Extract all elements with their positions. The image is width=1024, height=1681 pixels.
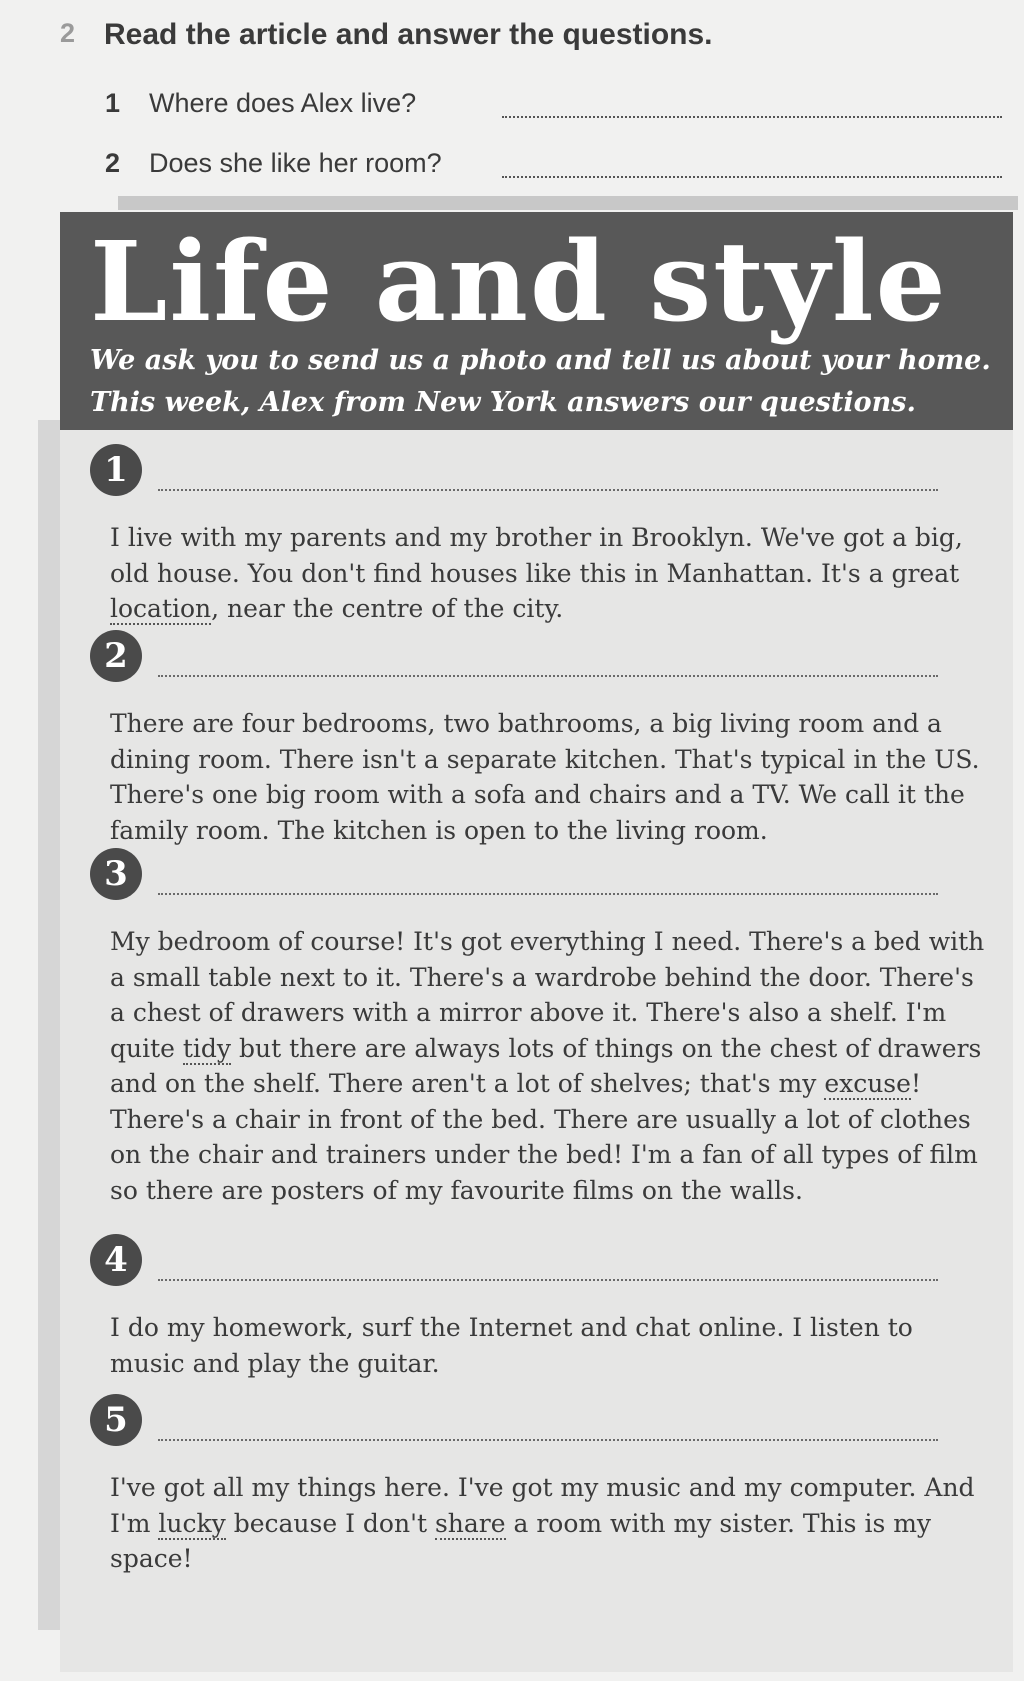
page-edge-shadow	[38, 420, 62, 1630]
exercise-instruction: Read the article and answer the questions.	[104, 18, 713, 51]
article-headline: Life and style	[90, 217, 948, 346]
article	[60, 212, 1013, 1672]
page-shadow	[118, 196, 1018, 210]
paragraph-text: but there are always lots of things on the chest of drawers and on the shelf. There aren't a lot of shelves; that's my	[110, 1033, 982, 1098]
section-badge-2: 2	[90, 630, 142, 682]
paragraph-text: ! There's a chair in front of the bed. There are usually a lot of clothes on the chair and trainers under the bed! I'm a fan of all types of film so there are posters of my favourite films on the walls.	[110, 1069, 978, 1205]
question-text: Where does Alex live?	[149, 88, 417, 118]
vocabulary-word: share	[434, 1508, 506, 1538]
section-paragraph-4	[110, 1310, 990, 1381]
question-2	[105, 148, 442, 179]
vocabulary-word: location	[110, 594, 212, 623]
vocabulary-word: lucky	[158, 1508, 226, 1538]
question-number: 2	[105, 148, 121, 178]
paragraph-text: I live with my parents and my brother in Brooklyn. We've got a big, old house. You don't find houses like this in Manhattan. It's a great	[110, 523, 963, 588]
article-header	[60, 212, 1013, 430]
section-paragraph-1	[110, 520, 990, 627]
section-paragraph-2	[110, 706, 990, 848]
question-blank-1[interactable]	[158, 489, 938, 491]
paragraph-text: I do my homework, surf the Internet and chat online. I listen to music and play the guitar.	[110, 1313, 913, 1378]
exercise-number: 2	[60, 18, 76, 48]
paragraph-text: I've got all my things here. I've got my music and my computer. And I'm	[110, 1473, 975, 1538]
section-badge-1: 1	[90, 444, 142, 496]
paragraph-text: because I don't	[225, 1508, 435, 1538]
answer-line-1[interactable]	[502, 116, 1002, 118]
answer-line-2[interactable]	[502, 176, 1002, 178]
question-number: 1	[105, 88, 121, 118]
paragraph-text: a room with my sister. This is my space!	[110, 1508, 932, 1573]
paragraph-text: My bedroom of course! It's got everything I need. There's a bed with a small table next to it. There's a wardrobe behind the door. There's a chest of drawers with a mirror above it. There's also a shelf. I'm quite	[110, 927, 985, 1063]
paragraph-text: , near the centre of the city.	[211, 594, 564, 623]
question-1	[105, 88, 416, 119]
paragraph-text: There are four bedrooms, two bathrooms, a big living room and a dining room. There isn't a separate kitchen. That's typical in the US. There's one big room with a sofa and chairs and a TV. We call it the family room. The kitchen is open to the living room.	[110, 709, 980, 845]
question-blank-2[interactable]	[158, 675, 938, 677]
question-blank-5[interactable]	[158, 1439, 938, 1441]
question-blank-3[interactable]	[158, 893, 938, 895]
section-badge-4: 4	[90, 1234, 142, 1286]
section-paragraph-5	[110, 1470, 990, 1577]
vocabulary-word: tidy	[182, 1033, 232, 1063]
question-blank-4[interactable]	[158, 1279, 938, 1281]
article-intro: We ask you to send us a photo and tell us about your home. This week, Alex from New York answers our questions.	[90, 345, 991, 418]
section-badge-3: 3	[90, 848, 142, 900]
section-paragraph-3	[110, 924, 990, 1208]
section-badge-5: 5	[90, 1394, 142, 1446]
vocabulary-word: excuse	[824, 1069, 911, 1098]
question-text: Does she like her room?	[149, 148, 442, 178]
